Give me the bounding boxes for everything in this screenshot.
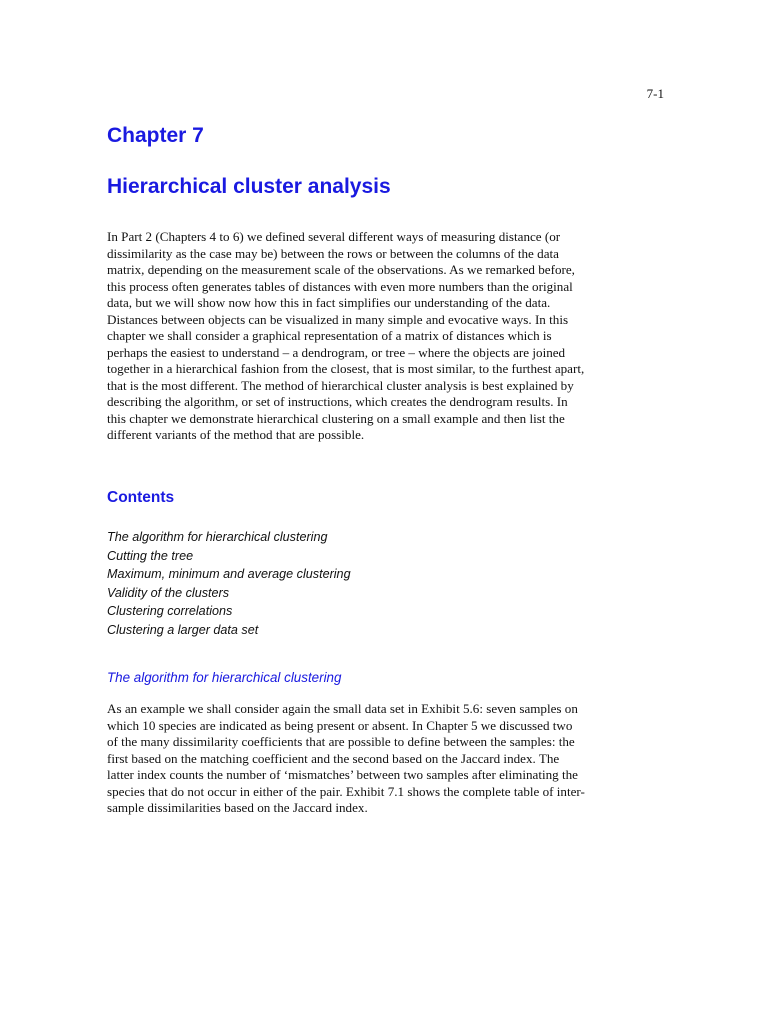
intro-line: matrix, depending on the measurement scale of the observations. As we remarked before, [107, 262, 575, 277]
page-number: 7-1 [646, 86, 664, 101]
intro-line: together in a hierarchical fashion from the closest, that is most similar, to the furthest apart, [107, 361, 585, 376]
contents-list [107, 528, 351, 640]
intro-line: Distances between objects can be visualized in many simple and evocative ways. In this [107, 311, 569, 327]
intro-paragraph [107, 229, 637, 444]
contents-item: Clustering correlations [107, 604, 233, 619]
contents-item: Clustering a larger data set [107, 622, 259, 637]
section-line: of the many dissimilarity coefficients that are possible to define between the samples: the [107, 734, 575, 749]
section-line: first based on the matching coefficient and the second based on the Jaccard index. The [107, 750, 560, 766]
section-paragraph [107, 701, 652, 817]
intro-line: chapter we shall consider a graphical representation of a matrix of distances which is [107, 328, 552, 343]
contents-item: The algorithm for hierarchical clustering [107, 530, 328, 544]
contents-item: Validity of the clusters [107, 585, 230, 600]
intro-line: different variants of the method that are possible. [107, 427, 365, 442]
intro-line: that is the most different. The method of hierarchical cluster analysis is best explained by [107, 377, 574, 393]
chapter-title: Hierarchical cluster analysis [107, 175, 391, 198]
section-line: sample dissimilarities based on the Jaccard index. [107, 800, 368, 815]
section-line: latter index counts the number of ‘mismatches’ between two samples after eliminating the [107, 767, 578, 782]
section-line: species that do not occur in either of the pair. Exhibit 7.1 shows the complete table of inter- [107, 783, 585, 799]
contents-item: Cutting the tree [107, 548, 194, 563]
intro-line: perhaps the easiest to understand – a dendrogram, or tree – where the objects are joined [107, 344, 566, 360]
section-line: As an example we shall consider again the small data set in Exhibit 5.6: seven samples on [107, 701, 578, 716]
section-heading: The algorithm for hierarchical clustering [107, 670, 342, 685]
intro-line: In Part 2 (Chapters 4 to 6) we defined several different ways of measuring distance (or [107, 229, 561, 244]
intro-line: this chapter we demonstrate hierarchical clustering on a small example and then list the [107, 410, 565, 426]
section-line: which 10 species are indicated as being present or absent. In Chapter 5 we discussed two [107, 717, 573, 733]
contents-item: Maximum, minimum and average clustering [107, 567, 351, 582]
intro-line: describing the algorithm, or set of instructions, which creates the dendrogram results. In [107, 394, 568, 409]
intro-line: data, but we will show now how this in fact simplifies our understanding of the data. [107, 295, 551, 310]
intro-line: this process often generates tables of distances with even more numbers than the original [107, 278, 573, 294]
intro-line: dissimilarity as the case may be) between the rows or between the columns of the data [107, 245, 559, 261]
chapter-label: Chapter 7 [107, 124, 204, 147]
contents-heading: Contents [107, 489, 175, 506]
